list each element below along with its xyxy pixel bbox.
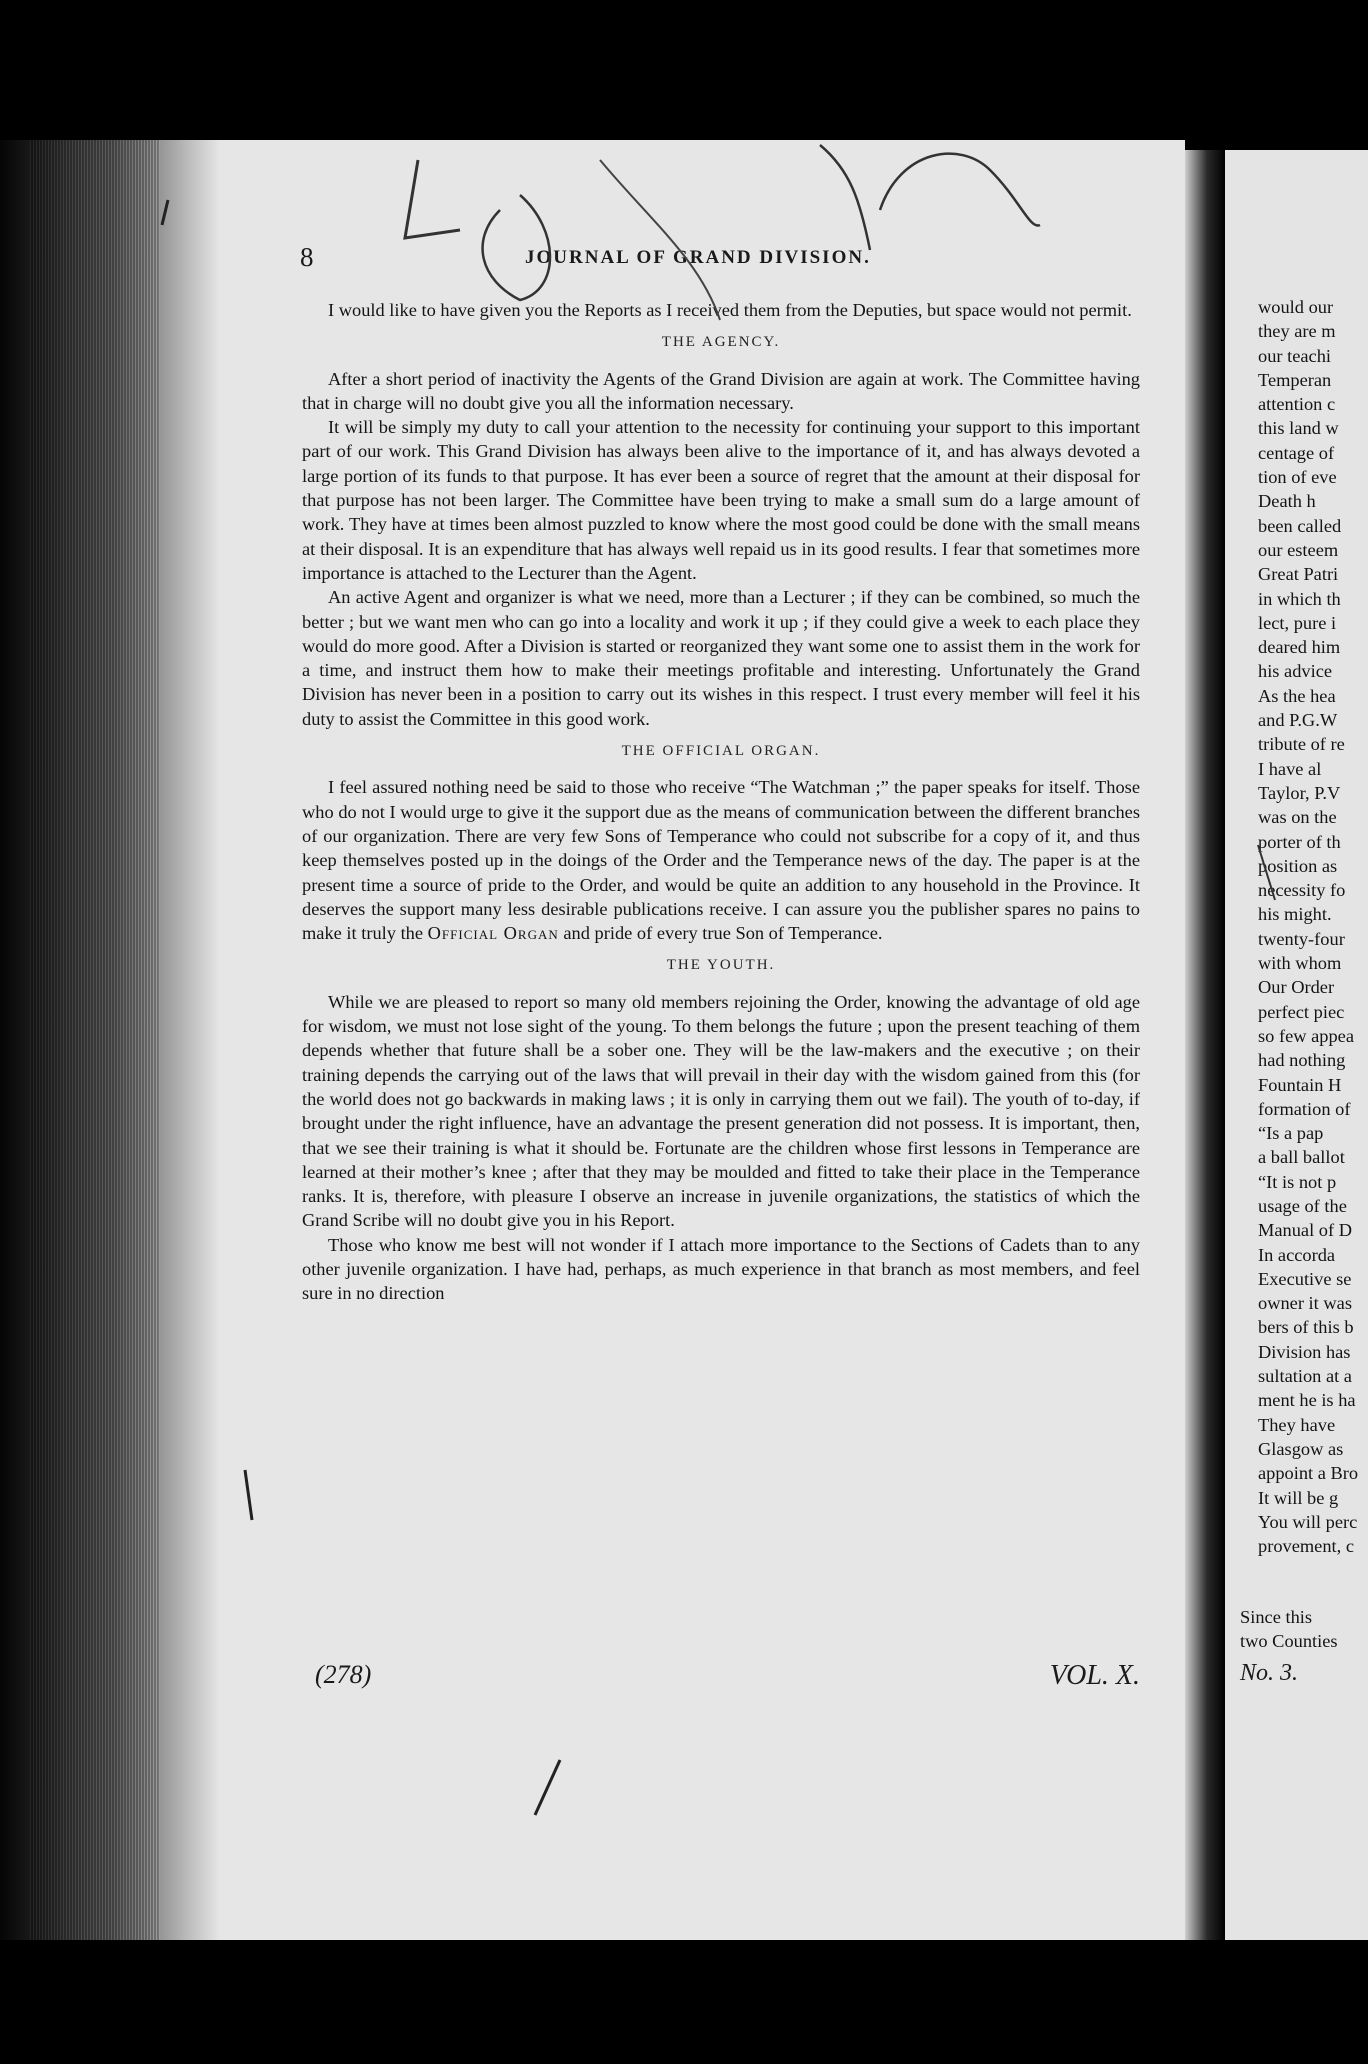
facing-page-lower-line: two Counties (1240, 1631, 1338, 1652)
facing-page-line: our esteem (1258, 539, 1339, 560)
paragraph-text: I feel assured nothing need be said to those who receive “The Watchman ;” the paper speaks for itself. Those who do not I would urge to give it the support due as the means of communication between the different branches of our organization. There are very few Sons of Temperance who could not subscribe for a copy of it, and thus keep themselves posted up in the doings of the Order and the Temperance news of the day. The paper is at the present time a source of pride to the Order, and would be quite an addition to any household in the Province. It deserves the support many less desirable publications receive. I can assure you the publisher spares no pains to make it truly the (302, 777, 1140, 944)
page-header (300, 242, 1180, 276)
facing-page-line: they are m (1258, 321, 1336, 342)
facing-page-line: In accorda (1258, 1244, 1336, 1265)
facing-page-lower-text (1240, 1605, 1368, 1654)
facing-page-line: It will be g (1258, 1487, 1339, 1508)
intro-paragraph: I would like to have given you the Reports as I received them from the Deputies, but space would not permit. (328, 300, 1132, 320)
page-shadow (160, 140, 220, 1940)
footer-volume: VOL. X. (1049, 1660, 1140, 1691)
facing-page-line: Manual of D (1258, 1220, 1352, 1241)
facing-page-line: attention c (1258, 394, 1336, 415)
facing-page-line: I have al (1258, 758, 1322, 779)
facing-page-lower-line: Since this (1240, 1607, 1313, 1627)
facing-page-line: so few appea (1258, 1025, 1354, 1046)
facing-page-line: deared him (1258, 637, 1341, 658)
section-heading-agency: THE AGENCY. (661, 334, 781, 351)
section-heading-official-organ: THE OFFICIAL ORGAN. (621, 743, 821, 760)
facing-page-line: would our (1258, 297, 1334, 317)
facing-page-line: centage of (1258, 442, 1335, 463)
facing-page-line: Division has (1258, 1341, 1351, 1362)
facing-page-line: and P.G.W (1258, 710, 1338, 731)
page-edges (30, 140, 160, 1940)
facing-page-line: You will perc (1258, 1511, 1358, 1532)
facing-page-line: perfect piec (1258, 1001, 1345, 1022)
facing-page-line: sultation at a (1258, 1366, 1352, 1387)
facing-page-line: “It is not p (1258, 1171, 1337, 1192)
facing-page-line: position as (1258, 855, 1338, 876)
facing-page-line: Death h (1258, 491, 1316, 512)
facing-page-line: our teachi (1258, 345, 1332, 366)
paragraph-tail: and pride of every true Son of Temperance. (563, 923, 883, 944)
paragraph: It will be simply my duty to call your attention to the necessity for continuing your support to this important part of our work. This Grand Division has always been alive to the importance of it, and has always devoted a large portion of its funds to that purpose. It has ever been a source of regret that the amount at their disposal for that purpose has not been larger. The Committee have been trying to make a small sum do a large amount of work. They have at times been almost puzzled to know where the most good could be done with the small means at their disposal. It is an expenditure that has always well repaid us in its good results. I fear that sometimes more importance is attached to the Lecturer than the Agent. (302, 417, 1140, 583)
facing-page-line: They have (1258, 1414, 1336, 1435)
facing-page-line: tribute of re (1258, 734, 1345, 755)
facing-page-line: his advice (1258, 661, 1333, 682)
facing-page-line: been called (1258, 515, 1342, 536)
facing-page-line: appoint a Bro (1258, 1463, 1359, 1484)
facing-page-line: bers of this b (1258, 1317, 1354, 1338)
facing-page-line: was on the (1258, 807, 1337, 828)
facing-page-signature: No. 3. (1240, 1660, 1299, 1686)
facing-page-line: in which th (1258, 588, 1341, 609)
facing-page-line: ment he is ha (1258, 1390, 1356, 1411)
scan-border (160, 1940, 1368, 2064)
facing-page-line: usage of the (1258, 1195, 1347, 1216)
section-heading-youth: THE YOUTH. (666, 957, 776, 974)
paragraph-official-organ (302, 775, 1140, 945)
facing-page-line: this land w (1258, 418, 1339, 439)
facing-page-line: formation of (1258, 1098, 1351, 1119)
facing-page-line: Fountain H (1258, 1074, 1342, 1095)
page-footer (315, 1660, 1140, 1700)
facing-page-line: lect, pure i (1258, 612, 1337, 633)
facing-page-line: As the hea (1258, 685, 1336, 706)
paragraph: An active Agent and organizer is what we need, more than a Lecturer ; if they can be combined, so much the better ; but we want men who can go into a locality and work it up ; if they could give a week to each place they would do more good. After a Division is started or reorganized they want some one to assist them in the work for a time, and instruct them how to make their meetings profitable and interesting. Unfortunately the Grand Division has never been in a position to carry out its wishes in this respect. I trust every member will feel it his duty to assist the Committee in this good work. (302, 587, 1140, 729)
facing-page-line: twenty-four (1258, 928, 1345, 949)
facing-page-line: Taylor, P.V (1258, 782, 1341, 803)
paragraph: After a short period of inactivity the Agents of the Grand Division are again at work. The Committee having that in charge will no doubt give you all the information necessary. (302, 368, 1140, 413)
footer-page-ref: (278) (315, 1660, 372, 1689)
facing-page-line: Glasgow as (1258, 1438, 1344, 1459)
facing-page-line: “Is a pap (1258, 1123, 1324, 1144)
facing-page-line: his might. (1258, 904, 1332, 925)
paragraph: While we are pleased to report so many old members rejoining the Order, knowing the advantage of old age for wisdom, we must not lose sight of the young. To them belongs the future ; upon the present teaching of them depends whether that future shall be a sober one. They will be the law-makers and the executive ; on their training depends the carrying out of the laws that will prevail in their day with the wisdom gained from this (for the world does not go backwards in making laws ; it is only in carrying them out we fail). The youth of to-day, if brought under the right influence, have an advantage the present generation did not possess. It is important, then, that we see their training is what it should be. Fortunate are the children whose first lessons in Temperance are learned at their mother’s knee ; after that they may be moulded and fitted to take their place in the Temperance ranks. It is, therefore, with pleasure I observe an increase in juvenile organizations, the statistics of which the Grand Scribe will no doubt give you in his Report. (302, 991, 1140, 1231)
running-title: JOURNAL OF GRAND DIVISION. (525, 247, 871, 268)
book-gutter (1185, 150, 1225, 1940)
facing-page-line: Our Order (1258, 977, 1335, 998)
facing-page-line: tion of eve (1258, 467, 1337, 488)
facing-page-line: owner it was (1258, 1293, 1352, 1314)
facing-page-line: had nothing (1258, 1050, 1346, 1071)
paragraph: Those who know me best will not wonder if I attach more importance to the Sections of Cadets than to any other juvenile organization. I have had, perhaps, as much experience in that branch as most members, and feel sure in no direction (302, 1234, 1140, 1304)
facing-page-line: Executive se (1258, 1268, 1352, 1289)
facing-page-line: a ball ballot (1258, 1147, 1345, 1168)
facing-page-line: porter of th (1258, 831, 1341, 852)
emphasis-official-organ: Official Organ (427, 923, 559, 944)
facing-page-line: provement, c (1258, 1536, 1355, 1557)
main-text-column (302, 298, 1140, 1306)
facing-page-line: with whom (1258, 953, 1342, 974)
facing-page-line: Great Patri (1258, 564, 1339, 585)
facing-page-line: necessity fo (1258, 880, 1346, 901)
facing-page-line: Temperan (1258, 369, 1332, 390)
page-number: 8 (300, 242, 314, 272)
facing-page-text (1258, 295, 1368, 1558)
